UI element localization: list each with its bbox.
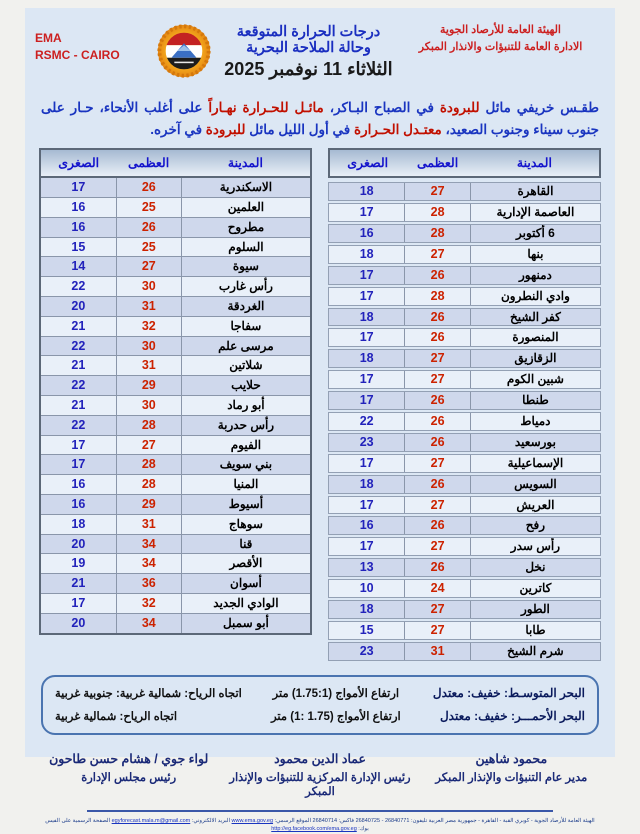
- max-temp: 28: [404, 204, 470, 221]
- city-name: العلمين: [181, 198, 310, 217]
- max-temp: 28: [116, 455, 181, 474]
- table-row: [328, 579, 601, 598]
- max-temp: 25: [116, 198, 181, 217]
- min-temp: 21: [71, 397, 86, 412]
- city-name: السويس: [470, 476, 600, 493]
- forecast-text-segment: في أول الليل مائل: [245, 121, 354, 137]
- authority-line2: الادارة العامة للتنبؤات والانذار المبكر: [418, 41, 583, 54]
- wind-direction: اتجاه الرياح: شمالية غربية: جنوبية غربية: [55, 688, 242, 701]
- min-temp: 18: [359, 351, 374, 366]
- city-name: بورسعيد: [470, 434, 600, 451]
- max-temp: 34: [116, 614, 181, 633]
- ema-acronym-block: [35, 22, 147, 64]
- min-temp: 17: [359, 205, 374, 220]
- min-temp: 17: [71, 437, 86, 452]
- min-temp: 23: [359, 643, 374, 658]
- bulletin-date: الثلاثاء 11 نوفمبر 2025: [224, 59, 393, 79]
- city-name: مرسى علم: [181, 337, 310, 356]
- min-temp: 22: [359, 413, 374, 428]
- table-row: [41, 375, 310, 395]
- forecast-text-segment: في آخره.: [150, 121, 206, 137]
- min-temp: 15: [71, 239, 86, 254]
- max-temp: 31: [116, 297, 181, 316]
- table-row: [41, 217, 310, 237]
- footer-text: الصفحة الرسمية على الفيس بوك:: [45, 817, 369, 833]
- city-name: شلاتين: [181, 356, 310, 375]
- city-name: كاترين: [470, 580, 600, 597]
- max-temp: 27: [116, 436, 181, 455]
- max-temp: 30: [116, 396, 181, 415]
- city-name: بني سويف: [181, 455, 310, 474]
- forecast-text-segment: على أغلب الأنحاء، حـار على جنوب سيناء وجنوب الصعيد،: [41, 100, 599, 137]
- max-temp: 27: [404, 371, 470, 388]
- signature-title: رئيس مجلس الإدارة: [81, 771, 177, 784]
- max-temp: 28: [404, 288, 470, 305]
- table-row: [328, 412, 601, 431]
- city-name: الأقصر: [181, 554, 310, 573]
- min-temp: 14: [71, 259, 86, 274]
- footer-link[interactable]: http://eg.facebook.com/ema.gov.eg: [271, 826, 357, 833]
- signature-board-chairman: [33, 751, 224, 798]
- city-name: أبو رماد: [181, 396, 310, 415]
- city-name: أسيوط: [181, 495, 310, 514]
- city-name: رأس حدربة: [181, 416, 310, 435]
- min-temp: 16: [71, 199, 86, 214]
- table-row: [328, 516, 601, 535]
- footer-text: الهيئة العامة للأرصاد الجوية - كوبري القبة - القاهرة - جمهورية مصر العربية تليفون: 26840771 - 26840725 فاكس: 26840714 الموقع الرسمي:: [273, 817, 595, 824]
- table-row: [328, 391, 601, 410]
- max-temp: 26: [404, 517, 470, 534]
- table-row: [41, 613, 310, 633]
- wave-height-value: (1.75:1): [291, 688, 333, 701]
- min-temp: 17: [359, 497, 374, 512]
- min-temp: 23: [359, 434, 374, 449]
- table-row: [328, 621, 601, 640]
- table-body: [328, 182, 601, 660]
- signature-name: عماد الدين محمود: [274, 751, 366, 766]
- table-row: [41, 316, 310, 336]
- footer-text: البريد الالكتروني:: [190, 817, 232, 824]
- red-sea-row: [55, 705, 585, 728]
- city-name: المنيا: [181, 475, 310, 494]
- table-row: [41, 395, 310, 415]
- max-temp: 31: [116, 356, 181, 375]
- table-row: [41, 296, 310, 316]
- city-name: بنها: [470, 246, 600, 263]
- table-row: [41, 474, 310, 494]
- max-temp: 27: [404, 350, 470, 367]
- mediterranean-row: [55, 682, 585, 705]
- title-block: [219, 22, 398, 80]
- table-row: [328, 496, 601, 515]
- ema-logo: [153, 22, 213, 85]
- footer-contact-line: [25, 817, 615, 834]
- min-temp: 21: [71, 318, 86, 333]
- table-row: [41, 534, 310, 554]
- table-row: [41, 435, 310, 455]
- table-row: [41, 237, 310, 257]
- city-name: رأس سدر: [470, 538, 600, 555]
- max-temp: 31: [116, 515, 181, 534]
- footer-link[interactable]: egyforecast.mala.m@gmail.com: [111, 817, 191, 824]
- ema-label: EMA: [35, 31, 62, 45]
- max-temp: 27: [404, 538, 470, 555]
- page-title: درجات الحرارة المتوقعة وحالة الملاحة البحرية: [236, 24, 381, 56]
- forecast-text-segment: في الصباح البـاكر،: [323, 100, 440, 115]
- table-row: [328, 182, 601, 201]
- max-temp: 29: [116, 495, 181, 514]
- city-name: نخل: [470, 559, 600, 576]
- max-temp: 27: [404, 246, 470, 263]
- max-temp: 26: [404, 392, 470, 409]
- city-name: المنصورة: [470, 329, 600, 346]
- city-name: رأس غارب: [181, 277, 310, 296]
- max-temp: 28: [116, 416, 181, 435]
- sun-flag-logo-icon: [155, 22, 213, 80]
- min-temp: 17: [359, 288, 374, 303]
- marine-conditions-box: [41, 675, 599, 735]
- city-name: القاهرة: [470, 183, 600, 200]
- city-name: قنا: [181, 535, 310, 554]
- table-row: [328, 454, 601, 473]
- city-name: الطور: [470, 601, 600, 618]
- min-temp: 18: [359, 476, 374, 491]
- city-name: سفاجا: [181, 317, 310, 336]
- forecast-text-segment: طقـس خريفي مائل: [479, 100, 600, 115]
- bulletin-page: [25, 8, 615, 833]
- signature-name: لواء جوي / هشام حسن طاحون: [49, 751, 209, 766]
- city-name: حلايب: [181, 376, 310, 395]
- city-name: شبين الكوم: [470, 371, 600, 388]
- table-row: [328, 287, 601, 306]
- wave-height-unit: متر: [272, 688, 289, 701]
- min-temp: 20: [71, 615, 86, 630]
- max-temp: 24: [404, 580, 470, 597]
- city-name: الاسكندرية: [181, 178, 310, 197]
- max-temp: 27: [404, 183, 470, 200]
- table-row: [41, 593, 310, 613]
- max-temp: 26: [404, 329, 470, 346]
- sea-state-label: البحر الأحمـــر: خفيف: معتدل: [439, 709, 585, 724]
- forecast-text-segment: معتـدل الحـرارة: [354, 121, 442, 137]
- footer-divider: [87, 810, 553, 812]
- table-row: [41, 573, 310, 593]
- table-row: [328, 433, 601, 452]
- rsmc-label: RSMC - CAIRO: [35, 47, 120, 62]
- table-row: [328, 475, 601, 494]
- wave-height-value: (1: 1.75): [290, 711, 334, 724]
- temperature-table-left: [39, 148, 312, 662]
- max-temp: 27: [404, 601, 470, 618]
- city-name: العاصمة الإدارية: [470, 204, 600, 221]
- city-name: شرم الشيخ: [470, 643, 600, 660]
- signature-block: [33, 751, 607, 798]
- table-header: [328, 148, 601, 178]
- max-temp: 28: [116, 475, 181, 494]
- max-temp: 36: [116, 574, 181, 593]
- min-temp: 15: [359, 622, 374, 637]
- wind-direction: اتجاه الرياح: شمالية غربية: [55, 711, 178, 724]
- city-name: الوادي الجديد: [181, 594, 310, 613]
- max-temp: 32: [116, 317, 181, 336]
- max-temp: 28: [404, 225, 470, 242]
- min-temp: 13: [359, 560, 374, 575]
- min-temp: 22: [71, 417, 86, 432]
- wave-height: [246, 709, 426, 723]
- min-column-header: الصغرى: [58, 156, 100, 171]
- max-column-header: العظمى: [128, 156, 170, 171]
- min-temp: 17: [71, 180, 86, 195]
- wave-height-label: ارتفاع الأمواج: [335, 688, 400, 701]
- city-name: سيوة: [181, 257, 310, 276]
- city-name: كفر الشيخ: [470, 309, 600, 326]
- min-temp: 17: [359, 539, 374, 554]
- temperature-table-right: [328, 148, 601, 662]
- min-temp: 17: [359, 267, 374, 282]
- signature-central-admin-head: [224, 751, 415, 798]
- table-row: [41, 514, 310, 534]
- max-temp: 27: [404, 497, 470, 514]
- min-temp: 20: [71, 536, 86, 551]
- city-name: العريش: [470, 497, 600, 514]
- max-temp: 30: [116, 337, 181, 356]
- table-row: [328, 245, 601, 264]
- header: [25, 8, 615, 85]
- city-name: وادي النطرون: [470, 288, 600, 305]
- min-temp: 17: [359, 393, 374, 408]
- max-temp: 26: [404, 309, 470, 326]
- authority-line1: الهيئة العامة للأرصاد الجوية: [439, 24, 561, 36]
- min-temp: 18: [359, 602, 374, 616]
- max-temp: 26: [404, 434, 470, 451]
- min-temp: 16: [71, 219, 86, 234]
- city-column-header: المدينة: [516, 156, 552, 171]
- min-temp: 21: [71, 358, 86, 373]
- max-temp: 26: [404, 413, 470, 430]
- max-temp: 32: [116, 594, 181, 613]
- table-row: [328, 370, 601, 389]
- city-name: طابا: [470, 622, 600, 639]
- max-temp: 29: [116, 376, 181, 395]
- table-row: [328, 642, 601, 661]
- min-temp: 16: [359, 518, 374, 533]
- min-temp: 16: [71, 477, 86, 492]
- table-row: [328, 537, 601, 556]
- table-row: [41, 178, 310, 197]
- max-temp: 34: [116, 554, 181, 573]
- max-temp: 27: [404, 622, 470, 639]
- signature-name: محمود شاهين: [475, 751, 548, 766]
- forecast-text-segment: مائـل للحـرارة نهـاراً: [208, 100, 324, 115]
- min-temp: 22: [71, 338, 86, 353]
- city-name: أبو سمبل: [181, 614, 310, 633]
- min-temp: 10: [359, 581, 374, 596]
- table-row: [41, 276, 310, 296]
- city-name: سوهاج: [181, 515, 310, 534]
- table-row: [41, 256, 310, 276]
- city-name: الإسماعيلية: [470, 455, 600, 472]
- city-name: مطروح: [181, 218, 310, 237]
- min-temp: 17: [71, 595, 86, 610]
- min-temp: 18: [71, 516, 86, 531]
- signature-title: مدير عام التنبؤات والإنذار المبكر: [435, 771, 588, 784]
- max-temp: 27: [116, 257, 181, 276]
- city-name: 6 أكتوبر: [470, 225, 600, 242]
- forecast-text-segment: للبرودة: [205, 121, 246, 137]
- city-name: دمياط: [470, 413, 600, 430]
- authority-name: [398, 22, 603, 56]
- max-temp: 26: [404, 267, 470, 284]
- signature-director-general: [416, 751, 607, 798]
- max-temp: 26: [404, 559, 470, 576]
- max-temp: 26: [404, 476, 470, 493]
- table-row: [41, 454, 310, 474]
- table-row: [328, 203, 601, 222]
- signature-title: رئيس الإدارة المركزية للتنبؤات والإنذار المبكر: [229, 771, 411, 798]
- max-temp: 27: [404, 455, 470, 472]
- footer-link[interactable]: www.ema.gov.eg: [231, 817, 274, 824]
- min-temp: 20: [71, 298, 86, 313]
- min-temp: 18: [359, 246, 374, 261]
- city-name: الزقازيق: [470, 350, 600, 367]
- wave-height: [246, 686, 426, 700]
- table-header: [39, 148, 312, 178]
- table-row: [41, 355, 310, 375]
- table-row: [328, 558, 601, 577]
- table-row: [328, 308, 601, 327]
- min-temp: 22: [71, 279, 86, 294]
- min-temp: 18: [359, 309, 374, 324]
- max-temp: 31: [404, 643, 470, 660]
- city-name: الغردقة: [181, 297, 310, 316]
- min-temp: 17: [359, 372, 374, 387]
- table-row: [41, 197, 310, 217]
- city-column-header: المدينة: [227, 156, 263, 171]
- min-temp: 22: [71, 378, 86, 393]
- min-temp: 19: [71, 556, 86, 571]
- table-row: [328, 328, 601, 347]
- table-row: [41, 553, 310, 573]
- forecast-text-segment: للبرودة: [439, 100, 480, 115]
- forecast-paragraph: [41, 97, 599, 140]
- min-temp: 17: [359, 455, 374, 470]
- min-temp: 17: [71, 457, 86, 472]
- max-column-header: العظمى: [417, 156, 459, 171]
- table-row: [328, 266, 601, 285]
- max-temp: 25: [116, 238, 181, 257]
- min-temp: 18: [359, 184, 374, 199]
- city-name: السلوم: [181, 238, 310, 257]
- table-row: [41, 415, 310, 435]
- wave-height-unit: متر: [271, 711, 288, 724]
- table-row: [328, 600, 601, 619]
- max-temp: 26: [116, 218, 181, 237]
- city-name: طنطا: [470, 392, 600, 409]
- table-row: [328, 224, 601, 243]
- temperature-tables: [39, 148, 601, 662]
- min-temp: 16: [359, 225, 374, 240]
- min-temp: 17: [359, 330, 374, 345]
- city-name: دمنهور: [470, 267, 600, 284]
- table-row: [328, 349, 601, 368]
- min-temp: 16: [71, 496, 86, 511]
- wave-height-label: ارتفاع الأمواج: [336, 711, 401, 724]
- city-name: رفح: [470, 517, 600, 534]
- min-temp: 21: [71, 576, 86, 591]
- city-name: الفيوم: [181, 436, 310, 455]
- sea-state-label: البحر المتوسـط: خفيف: معتدل: [432, 686, 585, 701]
- min-column-header: الصغرى: [347, 156, 389, 171]
- table-body: [39, 178, 312, 634]
- max-temp: 26: [116, 178, 181, 197]
- city-name: أسوان: [181, 574, 310, 593]
- max-temp: 34: [116, 535, 181, 554]
- max-temp: 30: [116, 277, 181, 296]
- table-row: [41, 336, 310, 356]
- table-row: [41, 494, 310, 514]
